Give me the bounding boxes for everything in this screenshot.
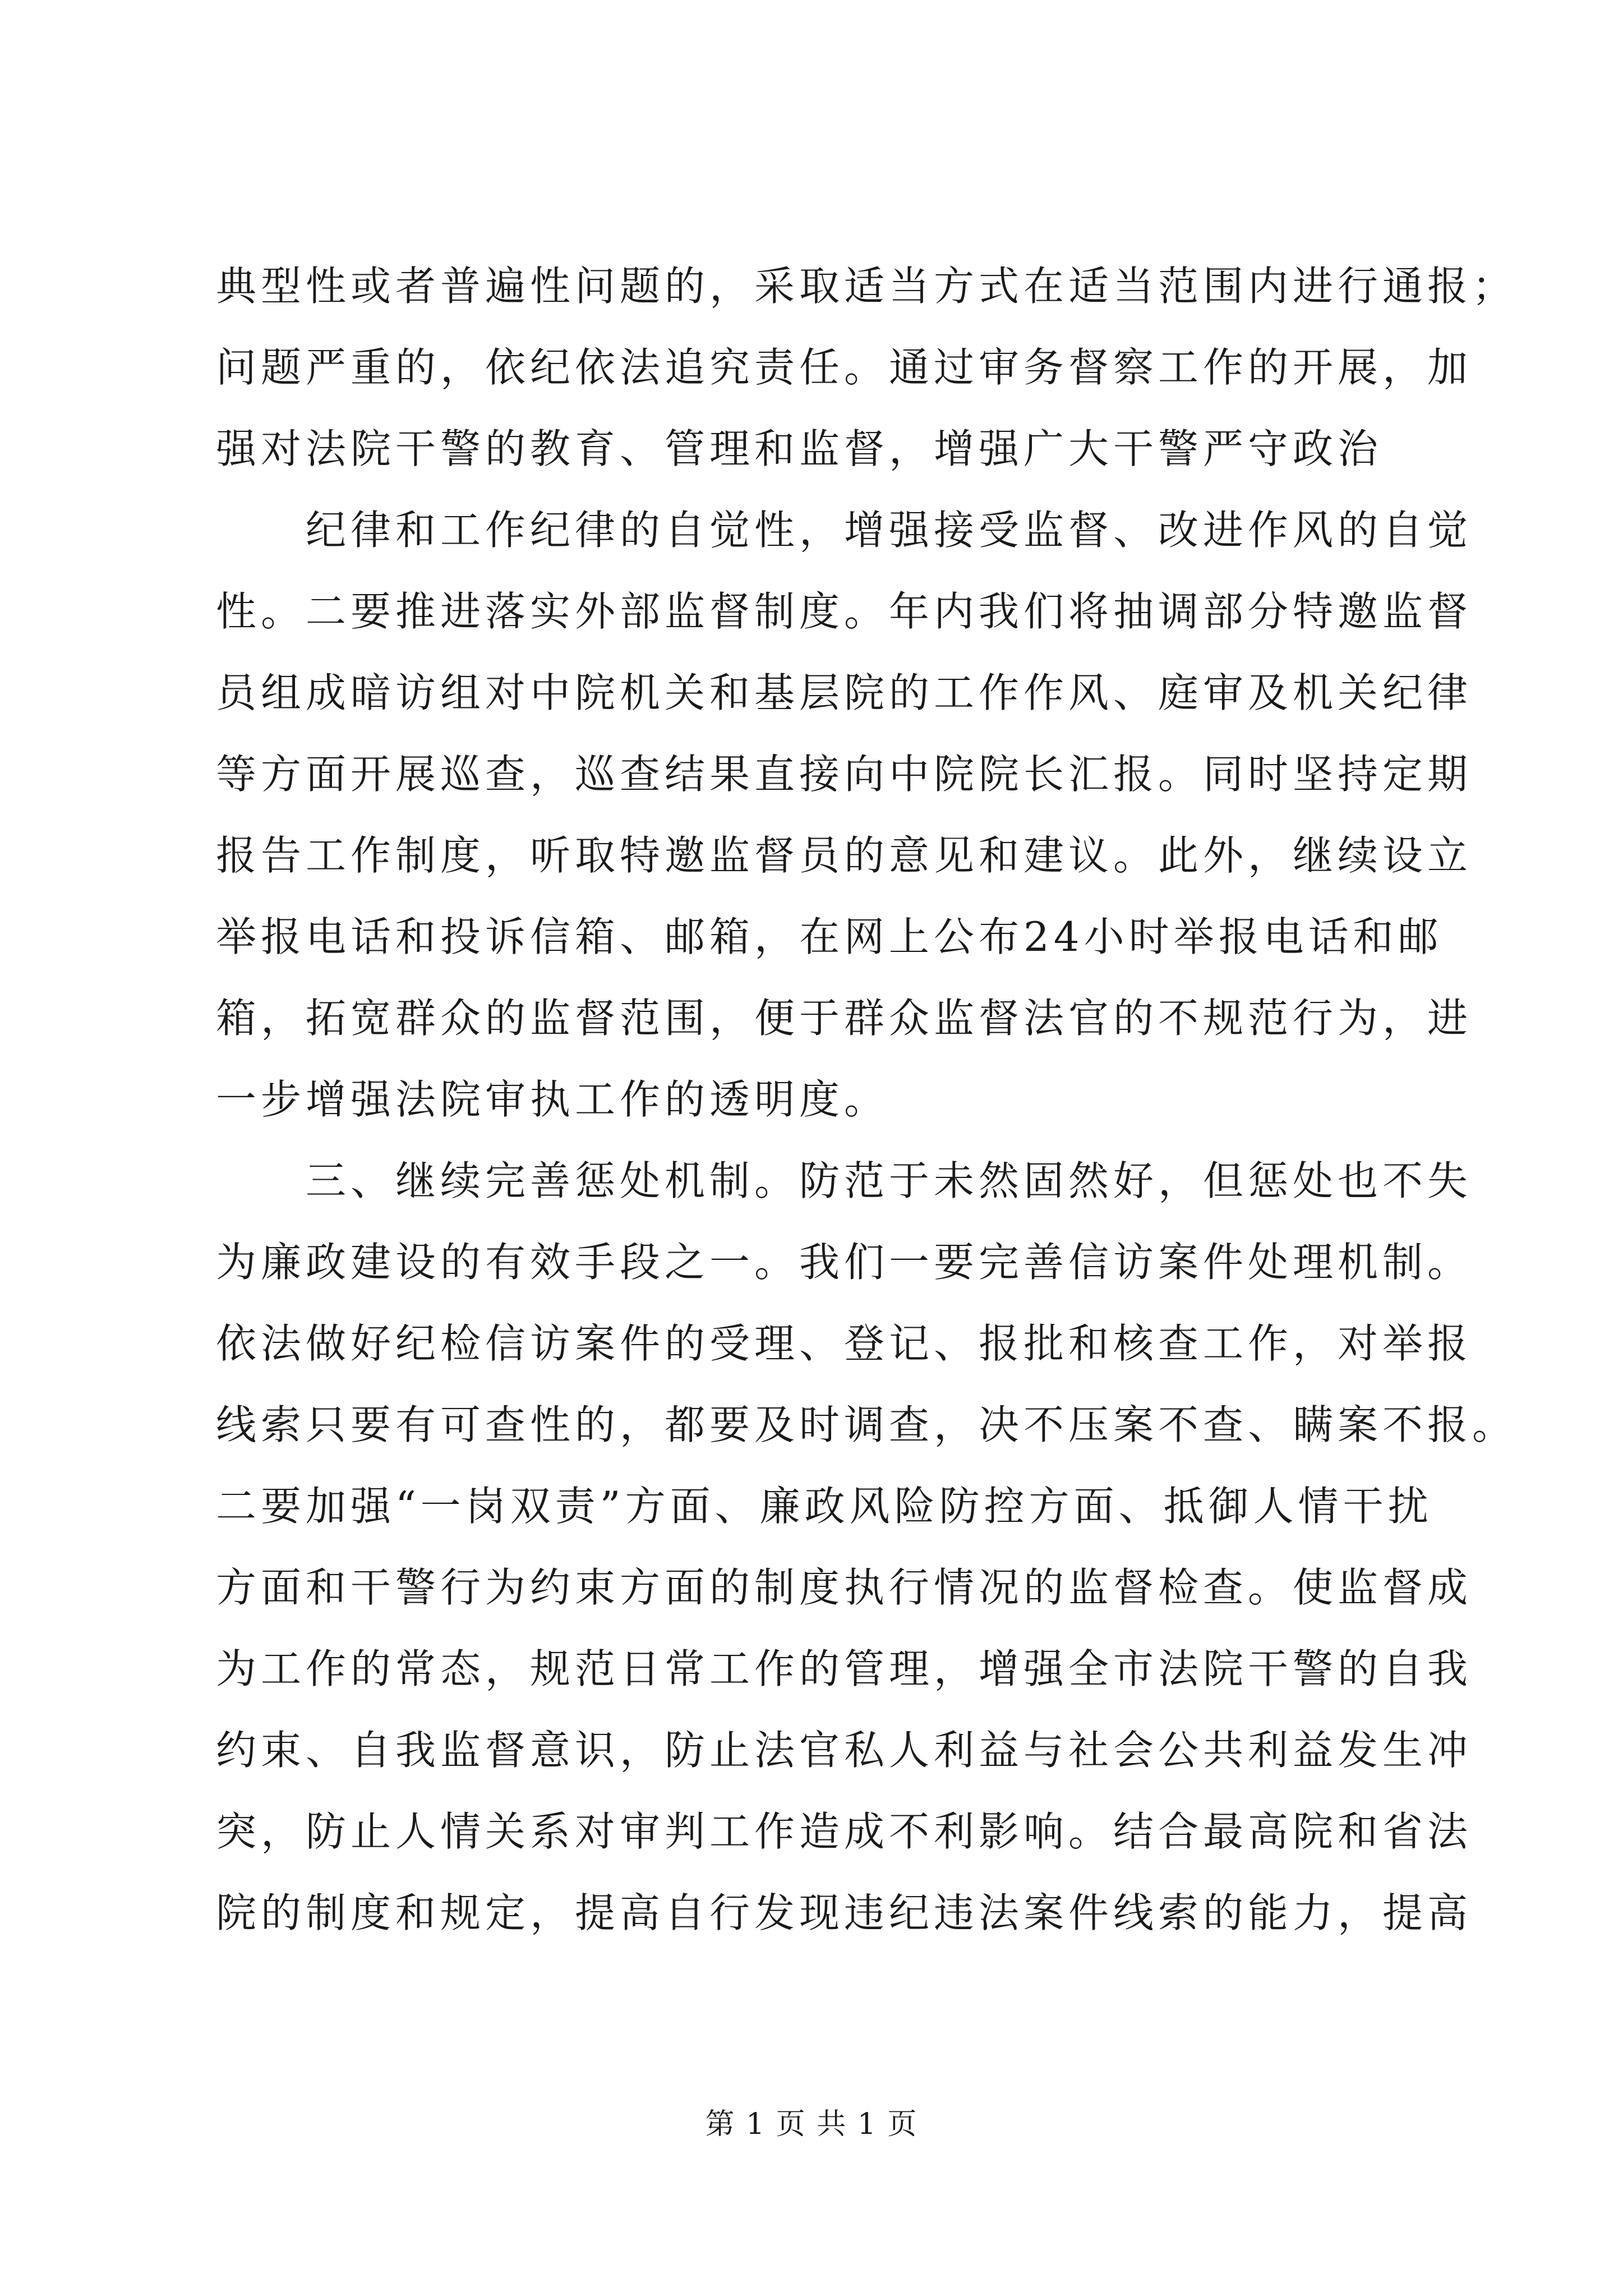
text-line: 为工作的常态，规范日常工作的管理，增强全市法院干警的自我 [216,1645,1473,1692]
text-line: 典型性或者普遍性问题的，采取适当方式在适当范围内进行通报； [216,263,1518,310]
text-line: 强对法院干警的教育、管理和监督，增强广大干警严守政治 [216,425,1383,472]
text-line: 员组成暗访组对中院机关和基层院的工作作风、庭审及机关纪律 [216,669,1473,716]
document-body [216,246,1518,1954]
text-line: 纪律和工作纪律的自觉性，增强接受监督、改进作风的自觉 [306,507,1473,554]
text-line: 二要加强“一岗双责”方面、廉政风险防控方面、抵御人情干扰 [216,1483,1433,1530]
text-line: 方面和干警行为约束方面的制度执行情况的监督检查。使监督成 [216,1564,1473,1611]
text-line: 为廉政建设的有效手段之一。我们一要完善信访案件处理机制。 [216,1239,1473,1286]
text-line: 箱，拓宽群众的监督范围，便于群众监督法官的不规范行为，进 [216,995,1473,1042]
text-line: 一步增强法院审执工作的透明度。 [216,1076,889,1123]
text-line: 性。二要推进落实外部监督制度。年内我们将抽调部分特邀监督 [216,588,1473,635]
text-line: 院的制度和规定，提高自行发现违纪违法案件线索的能力，提高 [216,1889,1473,1936]
page-number-footer: 第 1 页 共 1 页 [705,2108,918,2141]
text-line: 约束、自我监督意识，防止法官私人利益与社会公共利益发生冲 [216,1727,1473,1774]
text-line: 报告工作制度，听取特邀监督员的意见和建议。此外，继续设立 [216,832,1473,879]
text-line: 三、继续完善惩处机制。防范于未然固然好，但惩处也不失 [306,1157,1473,1204]
text-line: 等方面开展巡查，巡查结果直接向中院院长汇报。同时坚持定期 [216,751,1473,798]
text-line: 举报电话和投诉信箱、邮箱，在网上公布24小时举报电话和邮 [216,913,1443,960]
text-line: 突，防止人情关系对审判工作造成不利影响。结合最高院和省法 [216,1808,1473,1855]
text-line: 依法做好纪检信访案件的受理、登记、报批和核查工作，对举报 [216,1320,1473,1367]
text-line: 问题严重的，依纪依法追究责任。通过审务督察工作的开展，加 [216,344,1473,391]
text-line: 线索只要有可查性的，都要及时调查，决不压案不查、瞒案不报。 [216,1401,1518,1448]
